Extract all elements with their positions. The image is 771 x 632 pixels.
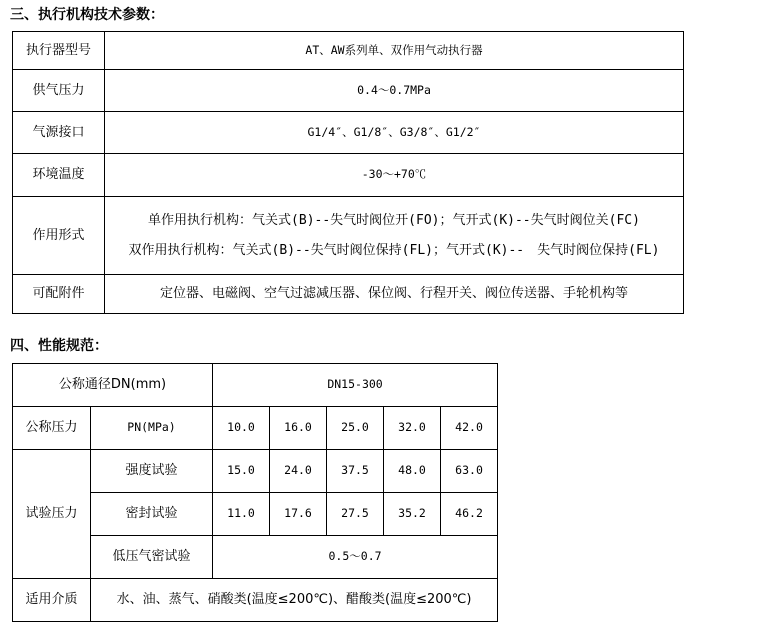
seal-value: 17.6: [270, 493, 327, 536]
row-value-accessories: 定位器、电磁阀、空气过滤减压器、保位阀、行程开关、阀位传送器、手轮机构等: [105, 275, 684, 314]
section-4-heading: 四、性能规范：: [10, 338, 108, 354]
table-row: [13, 154, 684, 197]
strength-value: 24.0: [270, 450, 327, 493]
strength-value: 37.5: [327, 450, 384, 493]
table-row: [13, 364, 498, 407]
table-row: [13, 32, 684, 70]
single-acting-description: 单作用执行机构：气关式(B)--失气时阀位开(FO)；气开式(K)--失气时阀位关(FC): [148, 212, 640, 228]
row-value-air-connection: G1/4″、G1/8″、G3/8″、G1/2″: [105, 112, 684, 154]
seal-value: 35.2: [384, 493, 441, 536]
low-pressure-test-value: 0.5～0.7: [213, 536, 498, 579]
dn-value: DN15-300: [213, 364, 498, 407]
low-pressure-test-label: 低压气密试验: [91, 536, 213, 579]
pn-value: 32.0: [384, 407, 441, 450]
row-value-ambient-temp: -30～+70℃: [105, 154, 684, 197]
row-value-supply-pressure: 0.4～0.7MPa: [105, 70, 684, 112]
row-label-air-connection: 气源接口: [13, 112, 105, 154]
table-row: [13, 450, 498, 493]
row-label-model: 执行器型号: [13, 32, 105, 70]
table-row: [13, 70, 684, 112]
test-pressure-label: 试验压力: [13, 450, 91, 579]
seal-value: 46.2: [441, 493, 498, 536]
strength-value: 15.0: [213, 450, 270, 493]
table-row: [13, 112, 684, 154]
pn-value: 10.0: [213, 407, 270, 450]
actuator-parameters-table: [12, 31, 684, 314]
seal-value: 27.5: [327, 493, 384, 536]
pn-value: 42.0: [441, 407, 498, 450]
row-label-supply-pressure: 供气压力: [13, 70, 105, 112]
table-row: [13, 579, 498, 622]
strength-test-label: 强度试验: [91, 450, 213, 493]
media-value: 水、油、蒸气、硝酸类(温度≤200℃)、醋酸类(温度≤200℃): [91, 579, 498, 622]
table-row: [13, 275, 684, 314]
table-row: [13, 407, 498, 450]
section-3-heading: 三、执行机构技术参数：: [10, 7, 164, 23]
nominal-pressure-label: 公称压力: [13, 407, 91, 450]
row-label-accessories: 可配附件: [13, 275, 105, 314]
row-value-model: AT、AW系列单、双作用气动执行器: [105, 32, 684, 70]
pn-value: 25.0: [327, 407, 384, 450]
pn-value: 16.0: [270, 407, 327, 450]
performance-spec-table: [12, 363, 498, 622]
strength-value: 48.0: [384, 450, 441, 493]
strength-value: 63.0: [441, 450, 498, 493]
table-row: [13, 197, 684, 275]
seal-test-label: 密封试验: [91, 493, 213, 536]
dn-label: 公称通径DN(mm): [13, 364, 213, 407]
double-acting-description: 双作用执行机构：气关式(B)--失气时阀位保持(FL)；气开式(K)-- 失气时阀位保持(FL): [128, 242, 660, 258]
seal-value: 11.0: [213, 493, 270, 536]
row-label-action-type: 作用形式: [13, 197, 105, 275]
pn-label: PN(MPa): [91, 407, 213, 450]
row-label-ambient-temp: 环境温度: [13, 154, 105, 197]
row-value-action-type: [105, 197, 684, 275]
media-label: 适用介质: [13, 579, 91, 622]
